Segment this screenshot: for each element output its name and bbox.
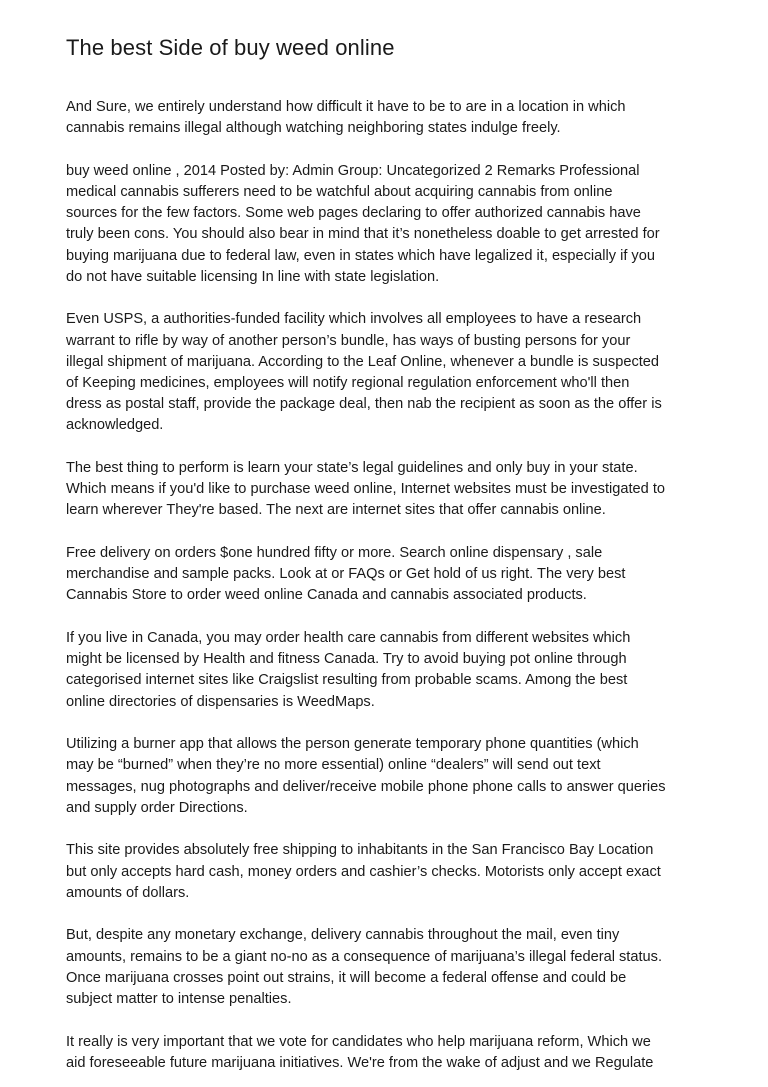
paragraph: Utilizing a burner app that allows the person generate temporary phone quantities (which may be “burned” when they’re no more essential) online “dealers” will send out text messages, nug photographs and deliver/receive mobile phone phone calls to answer queries and supply order Directions. [66, 736, 666, 816]
paragraph: And Sure, we entirely understand how difficult it have to be to are in a location in which cannabis remains illegal although watching neighboring states indulge freely. [66, 99, 626, 137]
paragraph: Even USPS, a authorities-funded facility which involves all employees to have a research warrant to rifle by way of another person’s bundle, has ways of busting persons for your illegal shipment of marijuana. According to the Leaf Online, whenever a bundle is suspected of Keeping medicines, employees will notify regional regulation enforcement who'll then dress as postal staff, provide the package deal, then nab the recipient as soon as the offer is acknowledged. [66, 311, 662, 434]
paragraph: It really is very important that we vote for candidates who help marijuana reform, Which we aid foreseeable future marijuana initiatives. We're from the wake of adjust and we Regulate [66, 1033, 654, 1071]
paragraph: The best thing to perform is learn your state’s legal guidelines and only buy in your state. Which means if you'd like to purchase weed online, Internet websites must be investigated to learn wherever They're based. The next are internet sites that offer cannabis online. [66, 460, 666, 519]
paragraph: But, despite any monetary exchange, delivery cannabis throughout the mail, even tiny amounts, remains to be a giant no-no as a consequence of marijuana’s illegal federal status. Once marijuana crosses point out strains, it will become a federal offense and could be subject matter to intense penalties. [66, 927, 662, 1008]
document-title: The best Side of buy weed online [66, 35, 395, 60]
paragraph: Free delivery on orders $one hundred fifty or more. Search online dispensary , sale merchandise and sample packs. Look at or FAQs or Get hold of us right. The very best Cannabis Store to order weed online Canada and cannabis associated products. [66, 545, 626, 604]
paragraph: This site provides absolutely free shipping to inhabitants in the San Francisco Bay Location but only accepts hard cash, money orders and cashier’s checks. Motorists only accept exact amounts of dollars. [66, 842, 661, 901]
paragraph: buy weed online , 2014 Posted by: Admin Group: Uncategorized 2 Remarks Professional medical cannabis sufferers need to be watchful about acquiring cannabis from online sources for the few factors. Some web pages declaring to offer authorized cannabis have truly been cons. You should also bear in mind that it’s nonetheless doable to get arrested for buying marijuana due to federal law, even in states which have legalized it, especially if you do not have suitable licensing In line with state legislation. [66, 162, 660, 285]
paragraph: If you live in Canada, you may order health care cannabis from different websites which might be licensed by Health and fitness Canada. Try to avoid buying pot online through categorised internet sites like Craigslist resulting from probable scams. Among the best online directories of dispensaries is WeedMaps. [66, 630, 631, 710]
